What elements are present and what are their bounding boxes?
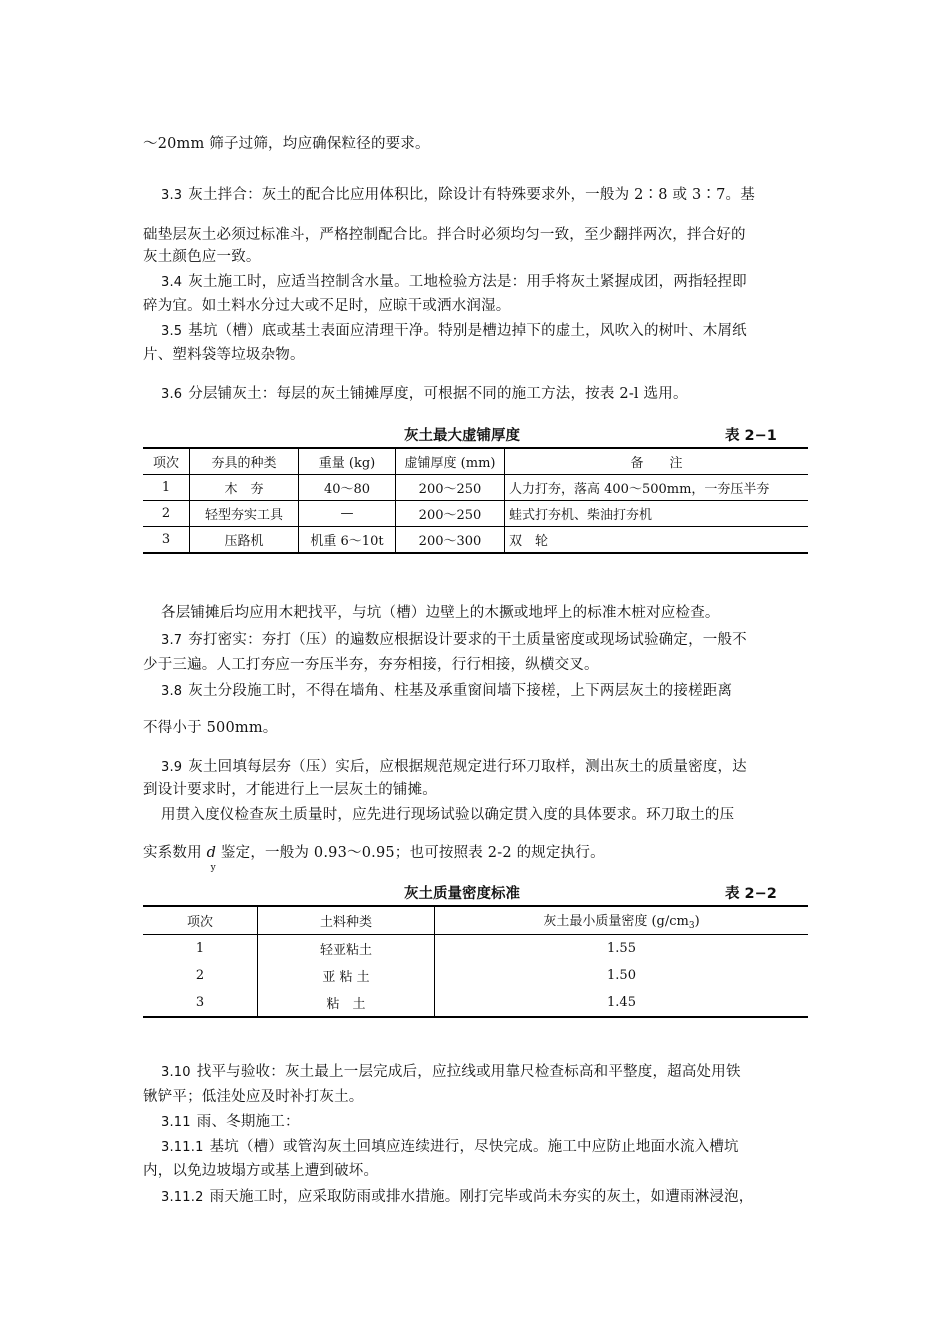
text-line [143, 296, 813, 316]
text: 灰土颜色应一致。 [143, 249, 261, 265]
table-cell: 40～80 [299, 475, 396, 501]
text: 灰土施工时，应适当控制含水量。工地检验方法是：用手将灰土紧握成团，两指轻捏即 [188, 274, 747, 290]
text: 鉴定，一般为 0.93～0.95；也可按照表 2-2 的规定执行。 [220, 845, 605, 861]
table-cell: 2 [143, 501, 190, 527]
table-cell: 轻亚粘土 [258, 935, 435, 963]
symbol-d: d [206, 845, 217, 861]
header-text: ) [694, 914, 700, 929]
paragraph-3-7 [143, 630, 813, 651]
table-cell: 1 [195, 941, 205, 956]
text-line [143, 1087, 813, 1107]
paragraph-3-11-2 [143, 1187, 813, 1208]
column-header: 土料种类 [258, 906, 435, 935]
table-cell: 2 [195, 968, 205, 983]
text: 少于三遍。人工打夯应一夯压半夯，夯夯相接，行行相接，纵横交叉。 [143, 657, 599, 673]
text: 片、塑料袋等垃圾杂物。 [143, 347, 305, 363]
paragraph-3-4 [143, 272, 813, 293]
section-number: 3.9 [161, 760, 183, 775]
text: 基坑（槽）或管沟灰土回填应连续进行，尽快完成。施工中应防止地面水流入槽坑 [209, 1139, 739, 1155]
text: ～20mm 筛子过筛，均应确保粒径的要求。 [143, 136, 430, 152]
column-header: 夯具的种类 [190, 448, 299, 475]
text-line [143, 225, 813, 245]
paragraph-3-11-1 [143, 1137, 813, 1158]
table-cell: 人力打夯，落高 400～500mm，一夯压半夯 [505, 475, 809, 501]
paragraph-3-11 [143, 1112, 813, 1133]
paragraph-3-10 [143, 1062, 813, 1083]
text: 雨、冬期施工： [196, 1114, 300, 1130]
table1-label: 表 2−1 [725, 428, 777, 444]
paragraph-3-5 [143, 321, 813, 342]
section-number: 3.7 [161, 633, 183, 648]
compaction-symbol [206, 845, 217, 873]
table-row [143, 962, 808, 989]
section-number: 3.6 [161, 387, 183, 402]
text: 灰土拌合：灰土的配合比应用体积比，除设计有特殊要求外，一般为 2∶8 或 3∶7。基 [188, 187, 755, 203]
table2-label: 表 2−2 [725, 886, 777, 902]
section-number: 3.3 [161, 188, 183, 203]
section-number: 3.10 [161, 1065, 191, 1080]
header-text: 灰土最小质量密度 (g/cm [543, 914, 689, 929]
text: 础垫层灰土必须过标准斗，严格控制配合比。拌合时必须均匀一致，至少翻拌两次，拌合好的 [143, 227, 746, 243]
table-cell: 压路机 [190, 527, 299, 554]
table-cell: 蛙式打夯机、柴油打夯机 [505, 501, 809, 527]
text: 实系数用 [143, 845, 202, 861]
text-line [143, 780, 813, 800]
text-line [143, 603, 813, 623]
paragraph-3-6 [143, 384, 813, 405]
section-number: 3.11.2 [161, 1190, 204, 1205]
table-max-loose-thickness [143, 447, 808, 554]
table-cell: — [299, 501, 396, 527]
table-cell: 200～300 [396, 527, 505, 554]
text: 夯打密实：夯打（压）的遍数应根据设计要求的干土质量密度或现场试验确定，一般不 [188, 632, 747, 648]
table-cell: 1.50 [435, 962, 809, 989]
text-line [143, 805, 813, 825]
text-line [143, 655, 813, 675]
section-number: 3.11 [161, 1115, 191, 1130]
text: 不得小于 500mm。 [143, 720, 278, 736]
table-cell: 1 [143, 475, 190, 501]
text: 灰土分段施工时，不得在墙角、柱基及承重窗间墙下接槎，上下两层灰土的接槎距离 [188, 683, 733, 699]
table-row [143, 501, 808, 527]
section-number: 3.11.1 [161, 1140, 204, 1155]
text-line [143, 345, 813, 365]
header-subscript: 3 [688, 921, 695, 931]
table-cell: 木 夯 [190, 475, 299, 501]
table1-title: 灰土最大虚铺厚度 [404, 428, 520, 444]
symbol-subscript: y [210, 863, 216, 873]
text: 灰土回填每层夯（压）实后，应根据规范规定进行环刀取样，测出灰土的质量密度，达 [188, 759, 747, 775]
text: 用贯入度仪检查灰土质量时，应先进行现场试验以确定贯入度的具体要求。环刀取土的压 [161, 807, 735, 823]
table-cell: 双 轮 [505, 527, 809, 554]
paragraph-3-3 [143, 185, 813, 206]
paragraph-3-8 [143, 681, 813, 702]
table-header-row [143, 448, 808, 475]
table-cell: 1.45 [435, 989, 809, 1017]
section-number: 3.4 [161, 275, 183, 290]
text-line [143, 134, 813, 154]
text-line [143, 247, 813, 267]
table-cell: 3 [195, 995, 205, 1010]
table-row [143, 989, 808, 1017]
table-density-standard [143, 905, 808, 1018]
column-header [435, 906, 809, 935]
table-cell: 200～250 [396, 475, 505, 501]
text: 到设计要求时，才能进行上一层灰土的铺摊。 [143, 782, 437, 798]
column-header: 项次 [143, 448, 190, 475]
table2-title: 灰土质量密度标准 [404, 886, 520, 902]
text-line [143, 718, 813, 738]
table-cell: 粘 土 [258, 989, 435, 1017]
text: 各层铺摊后均应用木耙找平，与坑（槽）边壁上的木撅或地坪上的标准木桩对应检查。 [161, 605, 720, 621]
table-header-row [143, 906, 808, 935]
text-line [143, 843, 813, 873]
text-line [143, 1161, 813, 1181]
text: 内，以免边坡塌方或基上遭到破坏。 [143, 1163, 379, 1179]
column-header: 重量 (kg) [299, 448, 396, 475]
table-cell: 轻型夯实工具 [190, 501, 299, 527]
text: 雨天施工时，应采取防雨或排水措施。刚打完毕或尚未夯实的灰土，如遭雨淋浸泡， [209, 1189, 754, 1205]
table-cell: 亚 粘 土 [258, 962, 435, 989]
text: 碎为宜。如土料水分过大或不足时，应晾干或洒水润湿。 [143, 298, 511, 314]
text: 分层铺灰土：每层的灰土铺摊厚度，可根据不同的施工方法，按表 2-l 选用。 [188, 386, 688, 402]
section-number: 3.5 [161, 324, 183, 339]
text: 锹铲平；低洼处应及时补打灰土。 [143, 1089, 364, 1105]
table-row [143, 475, 808, 501]
column-header: 项次 [143, 906, 258, 935]
table-cell: 200～250 [396, 501, 505, 527]
table-cell: 机重 6～10t [299, 527, 396, 554]
text: 基坑（槽）底或基土表面应清理干净。特别是槽边掉下的虚土，风吹入的树叶、木屑纸 [188, 323, 747, 339]
table-row [143, 935, 808, 963]
table-cell: 3 [143, 527, 190, 554]
column-header: 虚铺厚度 (mm) [396, 448, 505, 475]
table-row [143, 527, 808, 554]
text: 找平与验收：灰土最上一层完成后，应拉线或用靠尺检查标高和平整度，超高处用铁 [196, 1064, 741, 1080]
table-cell: 1.55 [435, 935, 809, 963]
column-header: 备 注 [505, 448, 809, 475]
section-number: 3.8 [161, 684, 183, 699]
paragraph-3-9 [143, 757, 813, 778]
